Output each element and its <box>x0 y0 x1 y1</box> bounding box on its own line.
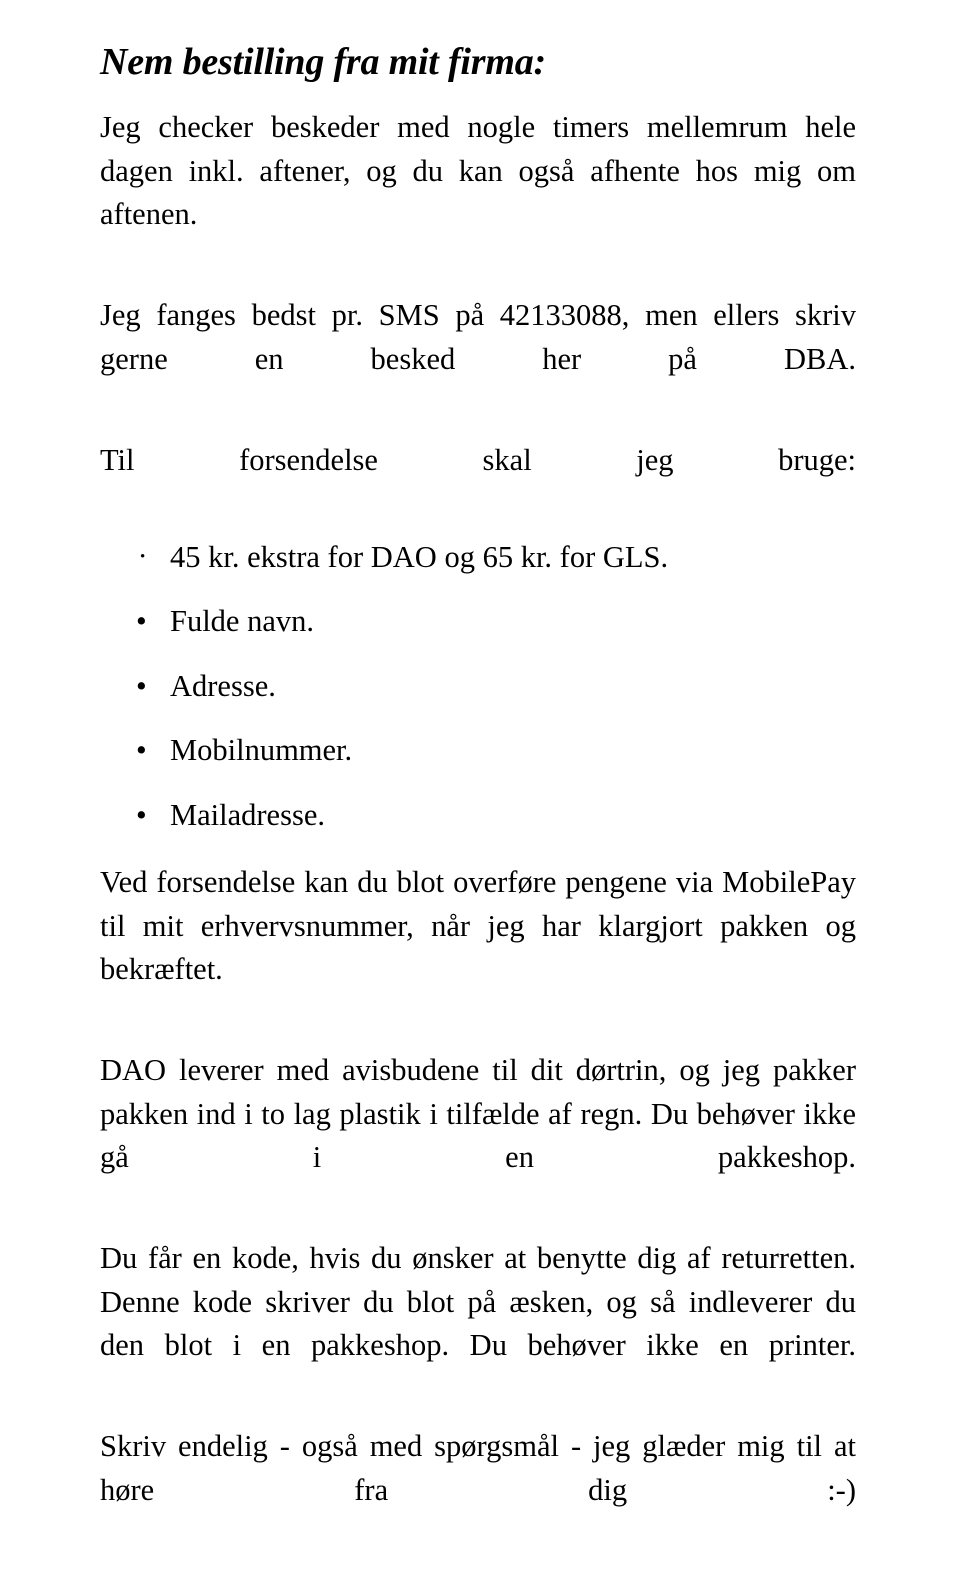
list-item-label: Mobilnummer. <box>170 733 353 767</box>
page-title: Nem bestilling fra mit firma: <box>100 41 546 83</box>
paragraph-closing: Skriv endelig - også med spørgsmål - jeg glæder mig til at høre fra dig :-) <box>100 1429 856 1507</box>
paragraph-delivery: DAO leverer med avisbudene til dit dørtrin, og jeg pakker pakken ind i to lag plastik i tilfælde af regn. Du behøver ikke gå i en pakkeshop. <box>100 1053 856 1174</box>
bullet-icon: • <box>136 668 147 703</box>
paragraph-contact: Jeg fanges bedst pr. SMS på 42133088, men ellers skriv gerne en besked her på DBA. <box>100 298 856 376</box>
paragraph-returns: Du får en kode, hvis du ønsker at benytte dig af returretten. Denne kode skriver du blot på æsken, og så indleverer du den blot i en pakkeshop. Du behøver ikke en printer. <box>100 1241 856 1362</box>
list-item <box>100 665 856 709</box>
bullet-icon: • <box>136 604 147 638</box>
document-content <box>100 40 856 1570</box>
list-item <box>100 536 856 580</box>
list-item-label: Mailadresse. <box>170 797 325 832</box>
paragraph-availability: Jeg checker beskeder med nogle timers mellemrum hele dagen inkl. aftener, og du kan også afhente hos mig om aftenen. <box>100 110 856 231</box>
list-item-label: Fulde navn. <box>170 604 315 638</box>
shipping-requirements-list <box>100 536 856 838</box>
list-paragraph-spacer <box>100 847 856 861</box>
list-item-label: Adresse. <box>170 668 276 703</box>
bullet-icon: • <box>136 797 147 832</box>
list-item <box>100 600 856 644</box>
bullet-icon: • <box>140 548 146 565</box>
list-item <box>100 794 856 838</box>
list-item-label: 45 kr. ekstra for DAO og 65 kr. for GLS. <box>170 539 669 574</box>
paragraph-payment: Ved forsendelse kan du blot overføre pengene via MobilePay til mit erhvervsnummer, når jeg har klargjort pakken og bekræftet. <box>100 865 856 986</box>
bullet-icon: • <box>136 733 147 767</box>
list-item <box>100 729 856 773</box>
paragraph-shipping-intro: Til forsendelse skal jeg bruge: <box>100 442 856 477</box>
